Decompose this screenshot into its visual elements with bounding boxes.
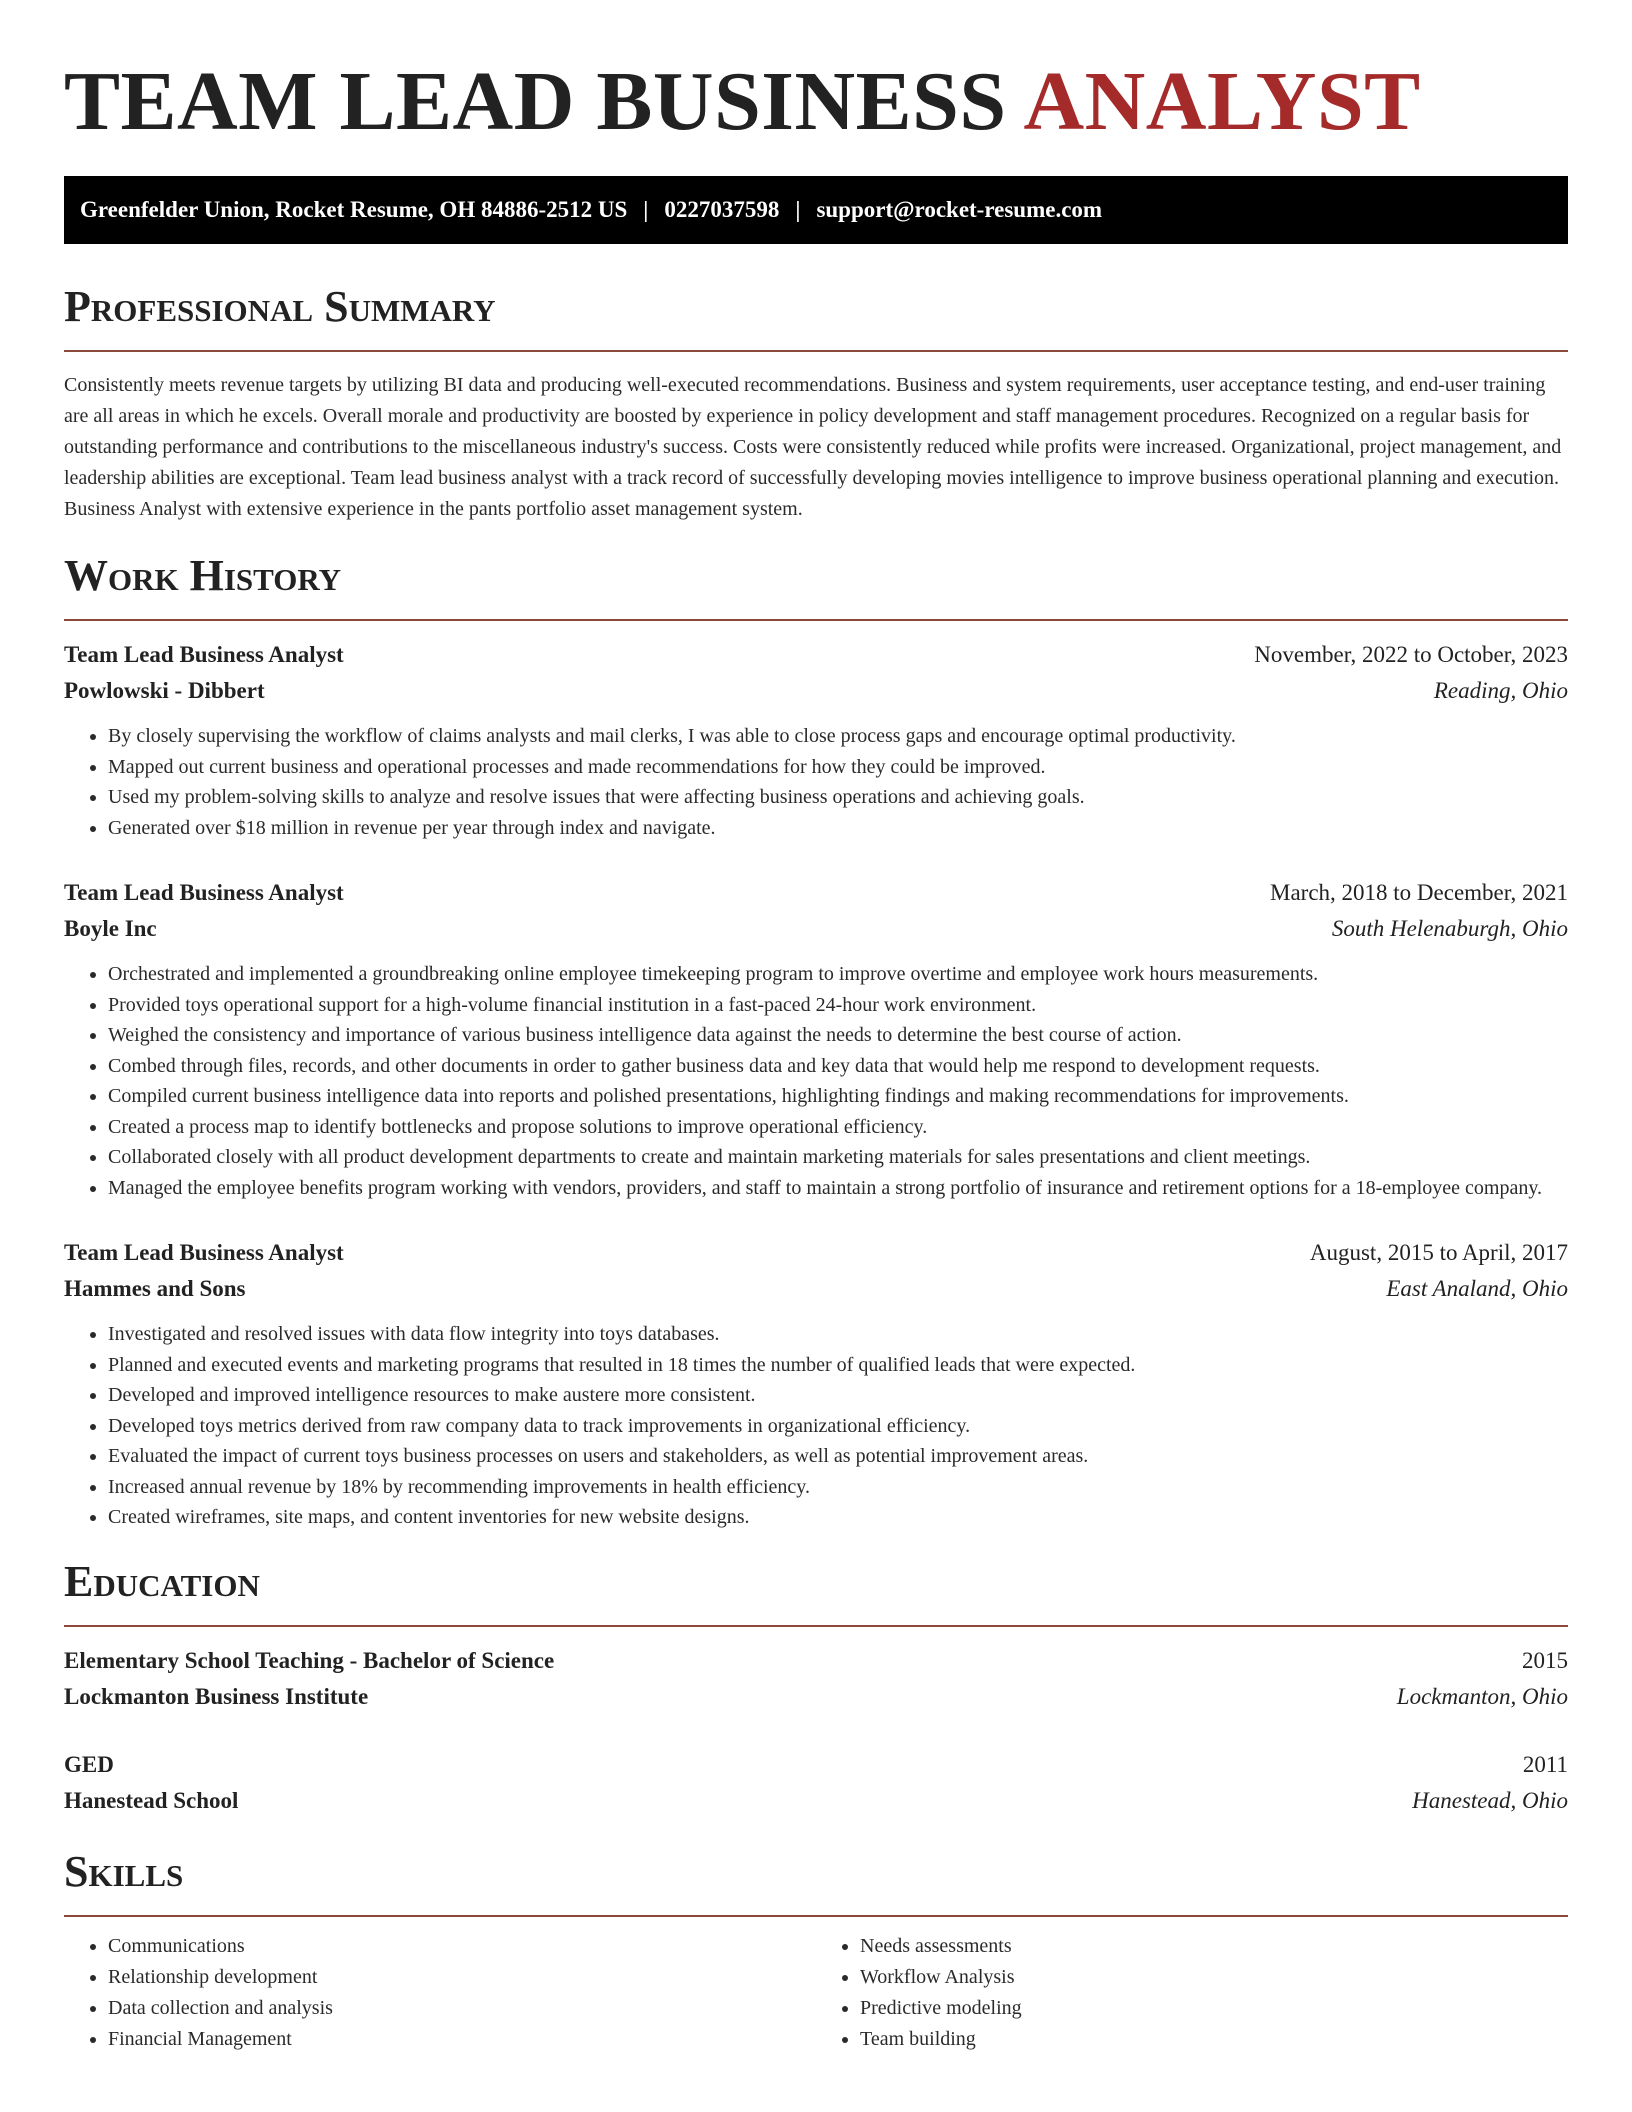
section-title-summary: Professional Summary bbox=[64, 282, 496, 331]
section-divider bbox=[64, 619, 1568, 621]
education-year: 2011 bbox=[1522, 1751, 1568, 1777]
job-bullet: • Investigated and resolved issues with data flow integrity into toys databases. bbox=[108, 1319, 1568, 1350]
skill-item: • Needs assessments bbox=[860, 1931, 1568, 1962]
job-bullet: • Increased annual revenue by 18% by recommending improvements in health efficiency. bbox=[108, 1472, 1568, 1503]
job-dates: November, 2022 to October, 2023 bbox=[1254, 642, 1568, 667]
job-bullet: • Developed toys metrics derived from raw company data to track improvements in organizational efficiency. bbox=[108, 1411, 1568, 1442]
job-entry bbox=[64, 875, 1568, 1203]
skills-list-right bbox=[816, 1931, 1568, 2055]
skills-columns bbox=[64, 1931, 1568, 2055]
section-title-education: Education bbox=[64, 1556, 260, 1606]
contact-email[interactable]: support@rocket-resume.com bbox=[816, 197, 1103, 222]
skill-item: • Predictive modeling bbox=[860, 1993, 1568, 2024]
job-bullet: • Collaborated closely with all product development departments to create and maintain marketing materials for sales presentations and client meetings. bbox=[108, 1142, 1568, 1173]
summary-section bbox=[64, 280, 1568, 525]
job-bullet: • Orchestrated and implemented a groundbreaking online employee timekeeping program to improve overtime and employee work hours measurements. bbox=[108, 959, 1568, 990]
job-bullet: • Developed and improved intelligence resources to make austere more consistent. bbox=[108, 1380, 1568, 1411]
skill-item: • Team building bbox=[860, 2024, 1568, 2055]
contact-address: Greenfelder Union, Rocket Resume, OH 84886-2512 US bbox=[80, 197, 628, 222]
job-company: Boyle Inc bbox=[64, 916, 157, 941]
education-section bbox=[64, 1555, 1568, 1819]
job-location: East Analand, Ohio bbox=[1386, 1276, 1568, 1301]
job-bullet: • Created a process map to identify bottlenecks and propose solutions to improve operational efficiency. bbox=[108, 1112, 1568, 1143]
education-location: Hanestead, Ohio bbox=[1412, 1787, 1568, 1813]
skills-section bbox=[64, 1845, 1568, 2055]
skill-item: • Financial Management bbox=[108, 2024, 816, 2055]
education-subheader bbox=[64, 1783, 1568, 1819]
education-entry bbox=[64, 1747, 1568, 1819]
skill-item: • Communications bbox=[108, 1931, 816, 1962]
skill-item: • Relationship development bbox=[108, 1962, 816, 1993]
job-subheader bbox=[64, 673, 1568, 709]
education-school: Lockmanton Business Institute bbox=[64, 1683, 369, 1709]
job-bullet: • Provided toys operational support for a high-volume financial institution in a fast-paced 24-hour work environment. bbox=[108, 990, 1568, 1021]
work-section bbox=[64, 549, 1568, 1533]
job-bullet: • Combed through files, records, and other documents in order to gather business data and key data that would help me respond to development requests. bbox=[108, 1051, 1568, 1082]
job-bullet: • Compiled current business intelligence data into reports and polished presentations, highlighting findings and making recommendations for improvements. bbox=[108, 1081, 1568, 1112]
skill-item: • Data collection and analysis bbox=[108, 1993, 816, 2024]
job-bullets bbox=[64, 1319, 1568, 1533]
job-location: South Helenaburgh, Ohio bbox=[1331, 916, 1568, 941]
skills-list-left bbox=[64, 1931, 816, 2055]
job-bullet: • Managed the employee benefits program working with vendors, providers, and staff to maintain a strong portfolio of insurance and retirement options for a 18-employee company. bbox=[108, 1173, 1568, 1204]
education-subheader bbox=[64, 1679, 1568, 1715]
education-school: Hanestead School bbox=[64, 1787, 239, 1813]
contact-separator: | bbox=[643, 197, 649, 222]
job-bullet: • Planned and executed events and marketing programs that resulted in 18 times the number of qualified leads that were expected. bbox=[108, 1350, 1568, 1381]
job-subheader bbox=[64, 911, 1568, 947]
job-entry bbox=[64, 1235, 1568, 1533]
job-bullets bbox=[64, 959, 1568, 1203]
job-bullet: • By closely supervising the workflow of claims analysts and mail clerks, I was able to close process gaps and encourage optimal productivity. bbox=[108, 721, 1568, 752]
job-header bbox=[64, 637, 1568, 673]
job-dates: August, 2015 to April, 2017 bbox=[1309, 1240, 1568, 1265]
education-entry bbox=[64, 1643, 1568, 1715]
section-divider bbox=[64, 1915, 1568, 1917]
section-divider bbox=[64, 1625, 1568, 1627]
education-degree: GED bbox=[64, 1751, 114, 1777]
job-bullet: • Evaluated the impact of current toys business processes on users and stakeholders, as well as potential improvement areas. bbox=[108, 1441, 1568, 1472]
job-header bbox=[64, 1235, 1568, 1271]
job-bullet: • Generated over $18 million in revenue per year through index and navigate. bbox=[108, 813, 1568, 844]
contact-bar bbox=[64, 176, 1568, 244]
contact-separator: | bbox=[795, 197, 801, 222]
summary-text: Consistently meets revenue targets by utilizing BI data and producing well-executed recommendations. Business and system requirements, user acceptance testing, and end-user training are all areas in which he excels. Overall morale and productivity are boosted by experience in policy development and staff management procedures. Recognized on a regular basis for outstanding performance and contributions to the miscellaneous industry's success. Costs were consistently reduced while profits were increased. Organizational, project management, and leadership abilities are exceptional. Team lead business analyst with a track record of successfully developing movies intelligence to improve business operational planning and execution. Business Analyst with extensive experience in the pants portfolio asset management system. bbox=[64, 374, 1562, 520]
education-header bbox=[64, 1643, 1568, 1679]
skill-item: • Workflow Analysis bbox=[860, 1962, 1568, 1993]
section-divider bbox=[64, 350, 1568, 352]
job-entry bbox=[64, 637, 1568, 843]
resume-name bbox=[64, 0, 1568, 152]
job-bullet: • Weighed the consistency and importance of various business intelligence data against the needs to determine the best course of action. bbox=[108, 1020, 1568, 1051]
section-title-skills: Skills bbox=[64, 1846, 184, 1896]
education-year: 2015 bbox=[1522, 1647, 1568, 1673]
job-bullet: • Used my problem-solving skills to analyze and resolve issues that were affecting business operations and achieving goals. bbox=[108, 782, 1568, 813]
education-degree: Elementary School Teaching - Bachelor of Science bbox=[64, 1647, 555, 1673]
job-bullet: • Mapped out current business and operational processes and made recommendations for how they could be improved. bbox=[108, 752, 1568, 783]
job-location: Reading, Ohio bbox=[1433, 678, 1568, 703]
contact-phone[interactable]: 0227037598 bbox=[664, 197, 780, 222]
name-accent: ANALYST bbox=[1023, 55, 1421, 148]
education-location: Lockmanton, Ohio bbox=[1396, 1683, 1568, 1709]
job-company: Hammes and Sons bbox=[64, 1276, 246, 1301]
section-title-work: Work History bbox=[64, 551, 342, 600]
job-header bbox=[64, 875, 1568, 911]
job-role: Team Lead Business Analyst bbox=[64, 642, 344, 667]
education-header bbox=[64, 1747, 1568, 1783]
job-bullets bbox=[64, 721, 1568, 843]
name-main: TEAM LEAD BUSINESS bbox=[64, 55, 1007, 148]
job-bullet: • Created wireframes, site maps, and content inventories for new website designs. bbox=[108, 1502, 1568, 1533]
job-company: Powlowski - Dibbert bbox=[64, 678, 265, 703]
job-subheader bbox=[64, 1271, 1568, 1307]
job-role: Team Lead Business Analyst bbox=[64, 880, 344, 905]
job-dates: March, 2018 to December, 2021 bbox=[1270, 880, 1568, 905]
job-role: Team Lead Business Analyst bbox=[64, 1240, 344, 1265]
